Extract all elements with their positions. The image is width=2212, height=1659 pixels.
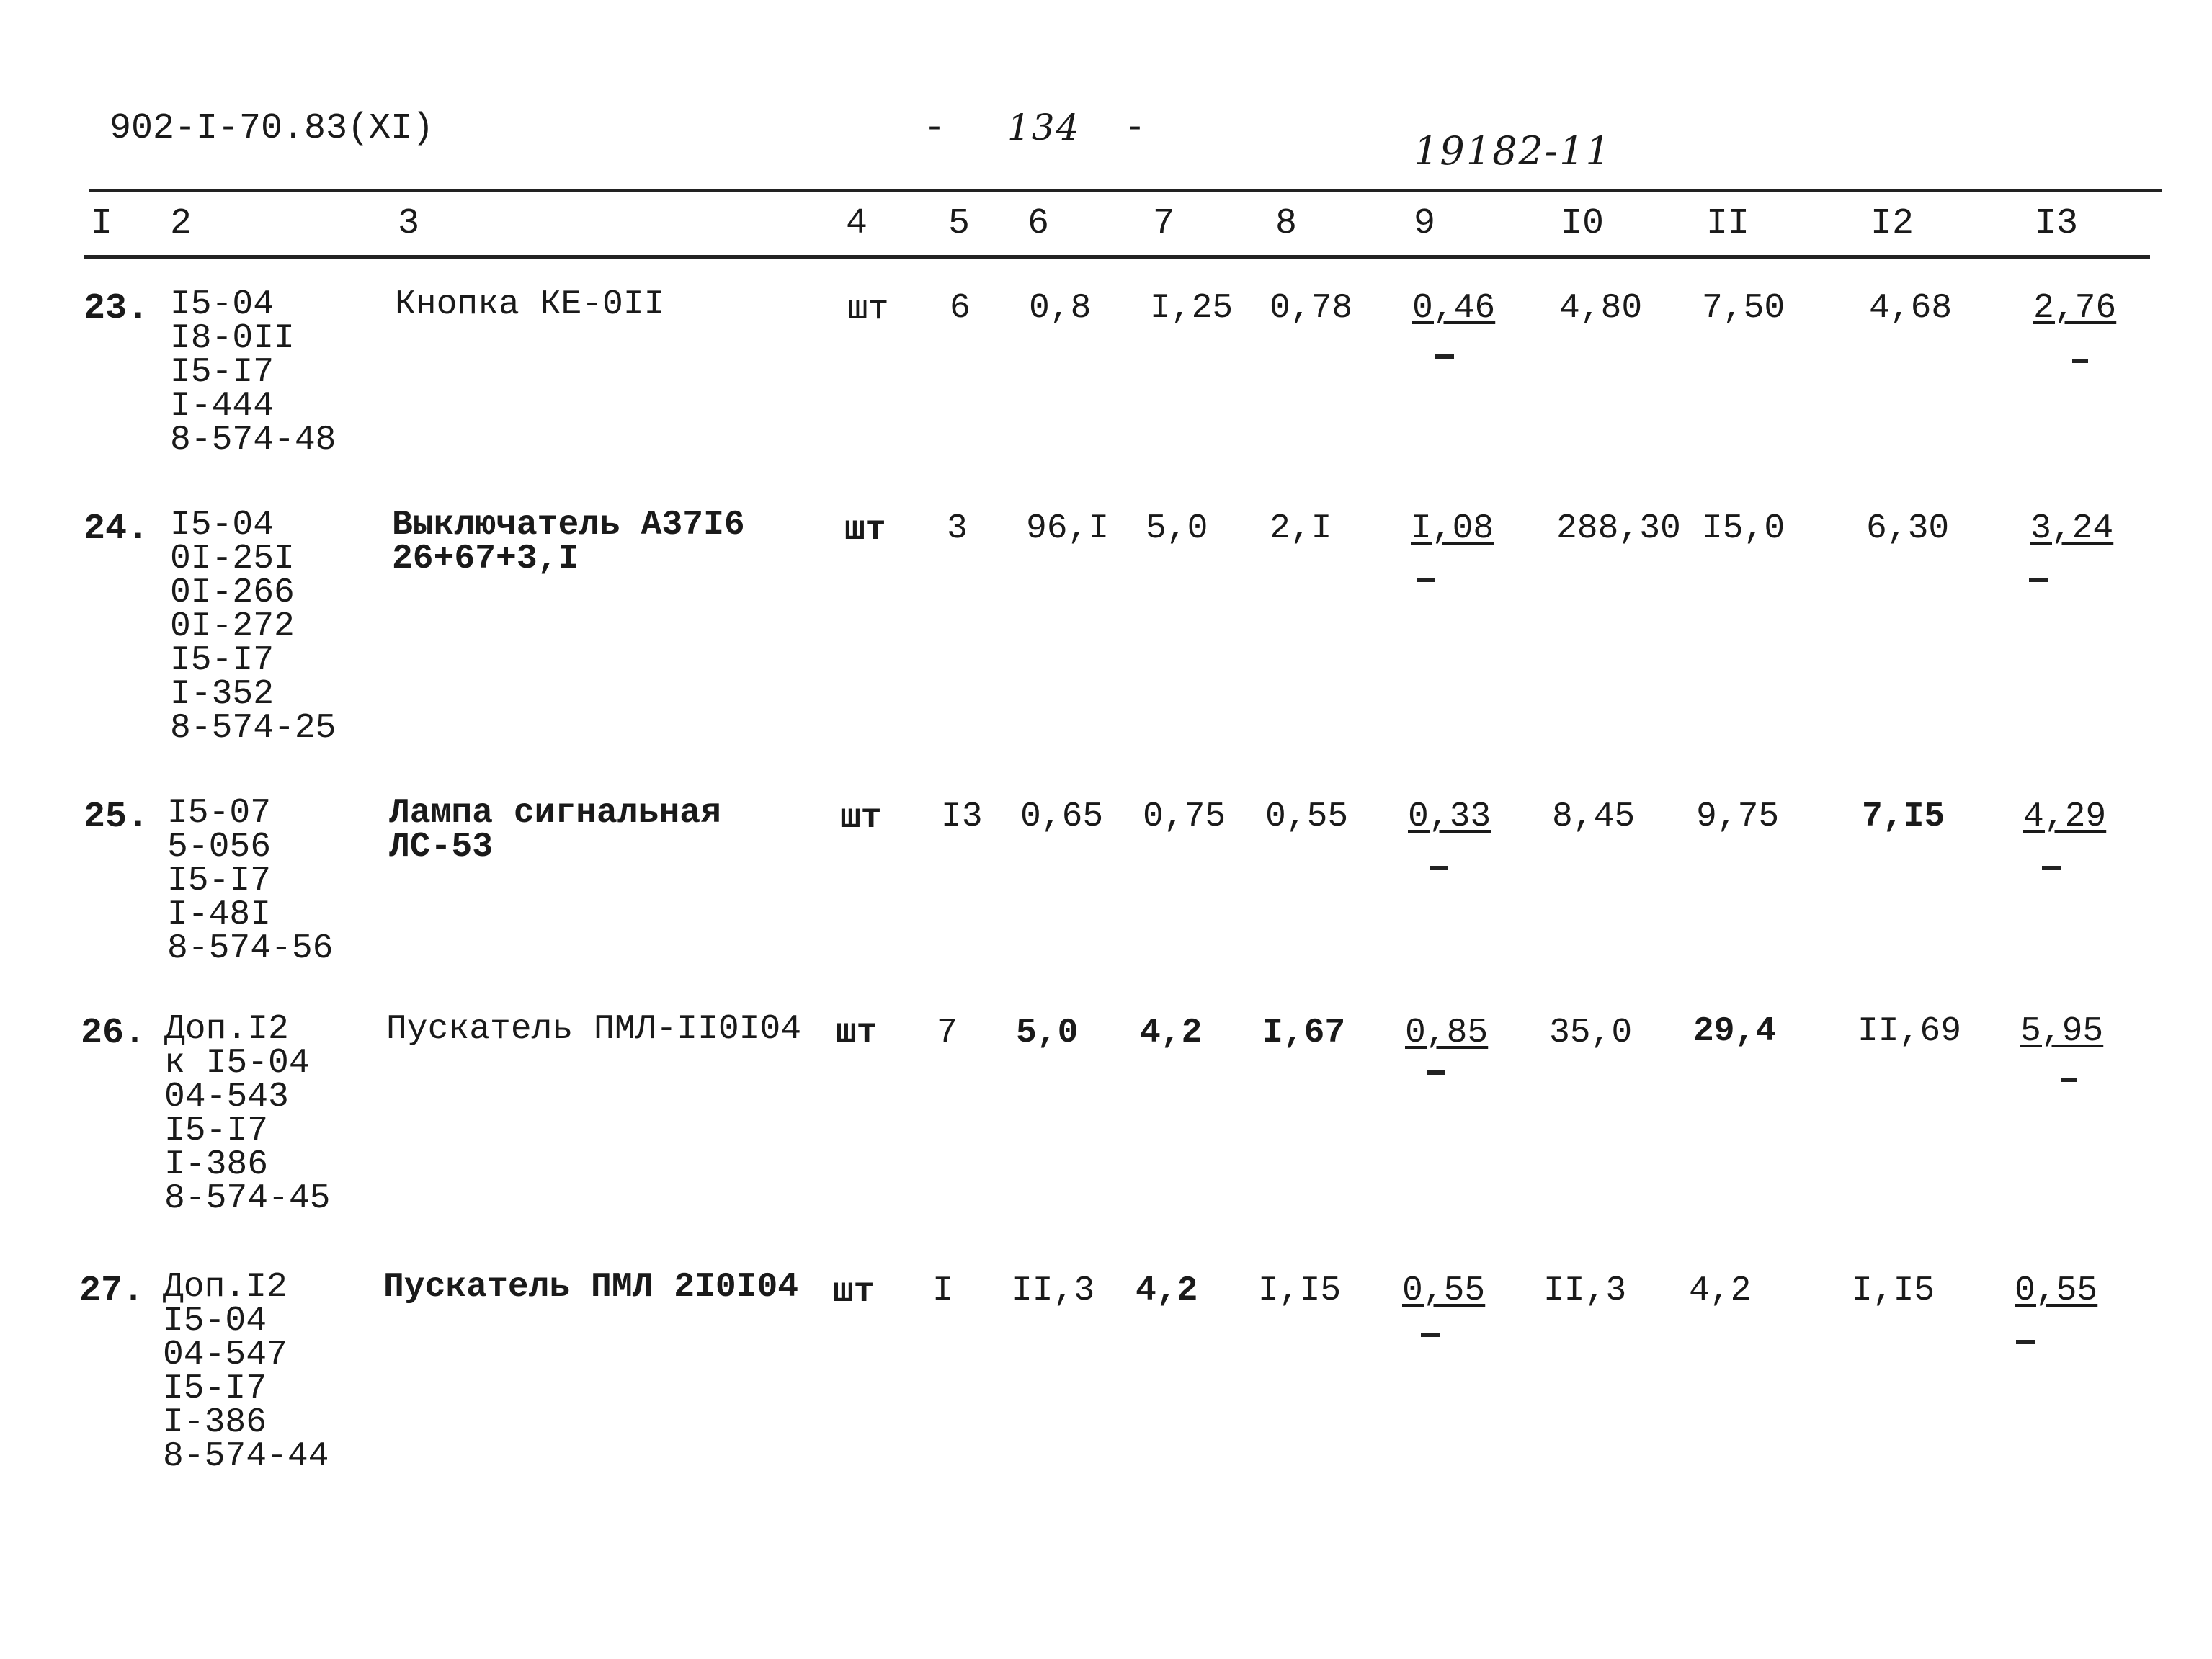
value-col-12: 6,30 xyxy=(1866,509,1950,548)
value-col-8: 2,I xyxy=(1270,509,1332,548)
column-header: 3 xyxy=(398,203,420,244)
value-col-6: 5,0 xyxy=(1016,1014,1079,1052)
dash-mark xyxy=(1435,354,1454,359)
quantity: I3 xyxy=(941,797,983,836)
column-header: I2 xyxy=(1870,203,1914,244)
reference-codes: I5-07 5-056 I5-I7 I-48I 8-574-56 xyxy=(167,794,334,968)
reference-codes: Доп.I2 к I5-04 04-543 I5-I7 I-386 8-574-45 xyxy=(164,1010,331,1218)
page-number: 134 xyxy=(1007,107,1081,148)
dash-mark xyxy=(1430,866,1448,870)
quantity: 7 xyxy=(937,1014,958,1052)
item-description: Пускатель ПМЛ 2I0I04 xyxy=(383,1268,799,1307)
value-col-13: 0,55 xyxy=(2015,1271,2098,1310)
value-col-10: II,3 xyxy=(1543,1271,1627,1310)
table-top-rule xyxy=(89,189,2162,192)
row-number: 27. xyxy=(79,1271,145,1312)
value-col-6: 0,65 xyxy=(1020,797,1104,836)
table-header-rule xyxy=(84,255,2150,259)
value-col-12: II,69 xyxy=(1858,1012,1962,1051)
value-col-6: II,3 xyxy=(1012,1271,1095,1310)
unit: шт xyxy=(844,511,886,550)
reference-codes: I5-04 I8-0II I5-I7 I-444 8-574-48 xyxy=(170,285,336,460)
value-col-11: 4,2 xyxy=(1689,1271,1752,1310)
value-col-12: I,I5 xyxy=(1852,1271,1935,1310)
value-col-10: 288,30 xyxy=(1556,509,1681,548)
unit: шт xyxy=(840,799,882,838)
value-col-9: I,08 xyxy=(1411,509,1494,548)
unit: шт xyxy=(833,1273,875,1312)
column-header: I xyxy=(91,203,113,244)
column-header: 4 xyxy=(846,203,868,244)
unit: шт xyxy=(836,1014,878,1052)
dash-mark xyxy=(1427,1070,1445,1075)
dash-mark xyxy=(2029,578,2048,582)
value-col-6: 0,8 xyxy=(1029,289,1092,328)
reference-codes: Доп.I2 I5-04 04-547 I5-I7 I-386 8-574-44 xyxy=(163,1268,329,1476)
column-header: I0 xyxy=(1561,203,1605,244)
row-number: 26. xyxy=(81,1013,146,1054)
item-description: Пускатель ПМЛ-II0I04 xyxy=(386,1010,802,1049)
dash-mark xyxy=(2061,1078,2077,1082)
page-number-dash-right: - xyxy=(1124,108,1146,149)
value-col-10: 4,80 xyxy=(1559,289,1643,328)
column-header: II xyxy=(1706,203,1750,244)
quantity: 6 xyxy=(950,289,971,328)
value-col-11: 7,50 xyxy=(1702,289,1785,328)
value-col-7: I,25 xyxy=(1150,289,1234,328)
value-col-9: 0,46 xyxy=(1412,289,1496,328)
value-col-13: 3,24 xyxy=(2030,509,2114,548)
value-col-8: I,I5 xyxy=(1258,1271,1342,1310)
reference-codes: I5-04 0I-25I 0I-266 0I-272 I5-I7 I-352 8-574-25 xyxy=(170,506,336,748)
column-header: I3 xyxy=(2035,203,2079,244)
item-description: Выключатель А37I6 26+67+3,I xyxy=(392,506,745,578)
value-col-7: 4,2 xyxy=(1136,1271,1198,1310)
value-col-6: 96,I xyxy=(1026,509,1110,548)
dash-mark xyxy=(2042,866,2061,870)
row-number: 25. xyxy=(84,797,149,838)
value-col-10: 8,45 xyxy=(1552,797,1636,836)
value-col-11: 29,4 xyxy=(1693,1012,1777,1051)
value-col-9: 0,33 xyxy=(1408,797,1491,836)
value-col-8: I,67 xyxy=(1262,1014,1346,1052)
handwritten-code: 19182-11 xyxy=(1414,128,1612,174)
row-number: 23. xyxy=(84,288,149,329)
dash-mark xyxy=(1421,1333,1440,1337)
value-col-13: 2,76 xyxy=(2033,289,2117,328)
item-description: Кнопка КЕ-0II xyxy=(395,285,665,324)
column-header: 9 xyxy=(1414,203,1436,244)
value-col-10: 35,0 xyxy=(1549,1014,1633,1052)
value-col-8: 0,78 xyxy=(1270,289,1353,328)
value-col-13: 4,29 xyxy=(2023,797,2107,836)
value-col-8: 0,55 xyxy=(1265,797,1349,836)
value-col-12: 4,68 xyxy=(1869,289,1953,328)
document-number: 902-I-70.83(XI) xyxy=(110,108,434,149)
value-col-7: 5,0 xyxy=(1146,509,1208,548)
value-col-13: 5,95 xyxy=(2020,1012,2104,1051)
value-col-9: 0,85 xyxy=(1405,1014,1489,1052)
dash-mark xyxy=(1417,578,1435,582)
column-header: 5 xyxy=(948,203,971,244)
column-header: 7 xyxy=(1153,203,1175,244)
value-col-11: I5,0 xyxy=(1702,509,1785,548)
dash-mark xyxy=(2072,359,2088,363)
value-col-11: 9,75 xyxy=(1696,797,1780,836)
value-col-7: 0,75 xyxy=(1143,797,1226,836)
column-header: 8 xyxy=(1275,203,1298,244)
value-col-9: 0,55 xyxy=(1402,1271,1486,1310)
quantity: I xyxy=(932,1271,953,1310)
quantity: 3 xyxy=(947,509,968,548)
item-description: Лампа сигнальная ЛС-53 xyxy=(389,794,721,867)
column-header: 6 xyxy=(1027,203,1050,244)
page-number-dash-left: - xyxy=(924,108,946,149)
value-col-7: 4,2 xyxy=(1140,1014,1203,1052)
unit: шт xyxy=(847,290,889,329)
dash-mark xyxy=(2016,1340,2035,1344)
row-number: 24. xyxy=(84,509,149,550)
value-col-12: 7,I5 xyxy=(1862,797,1945,836)
column-header: 2 xyxy=(170,203,192,244)
